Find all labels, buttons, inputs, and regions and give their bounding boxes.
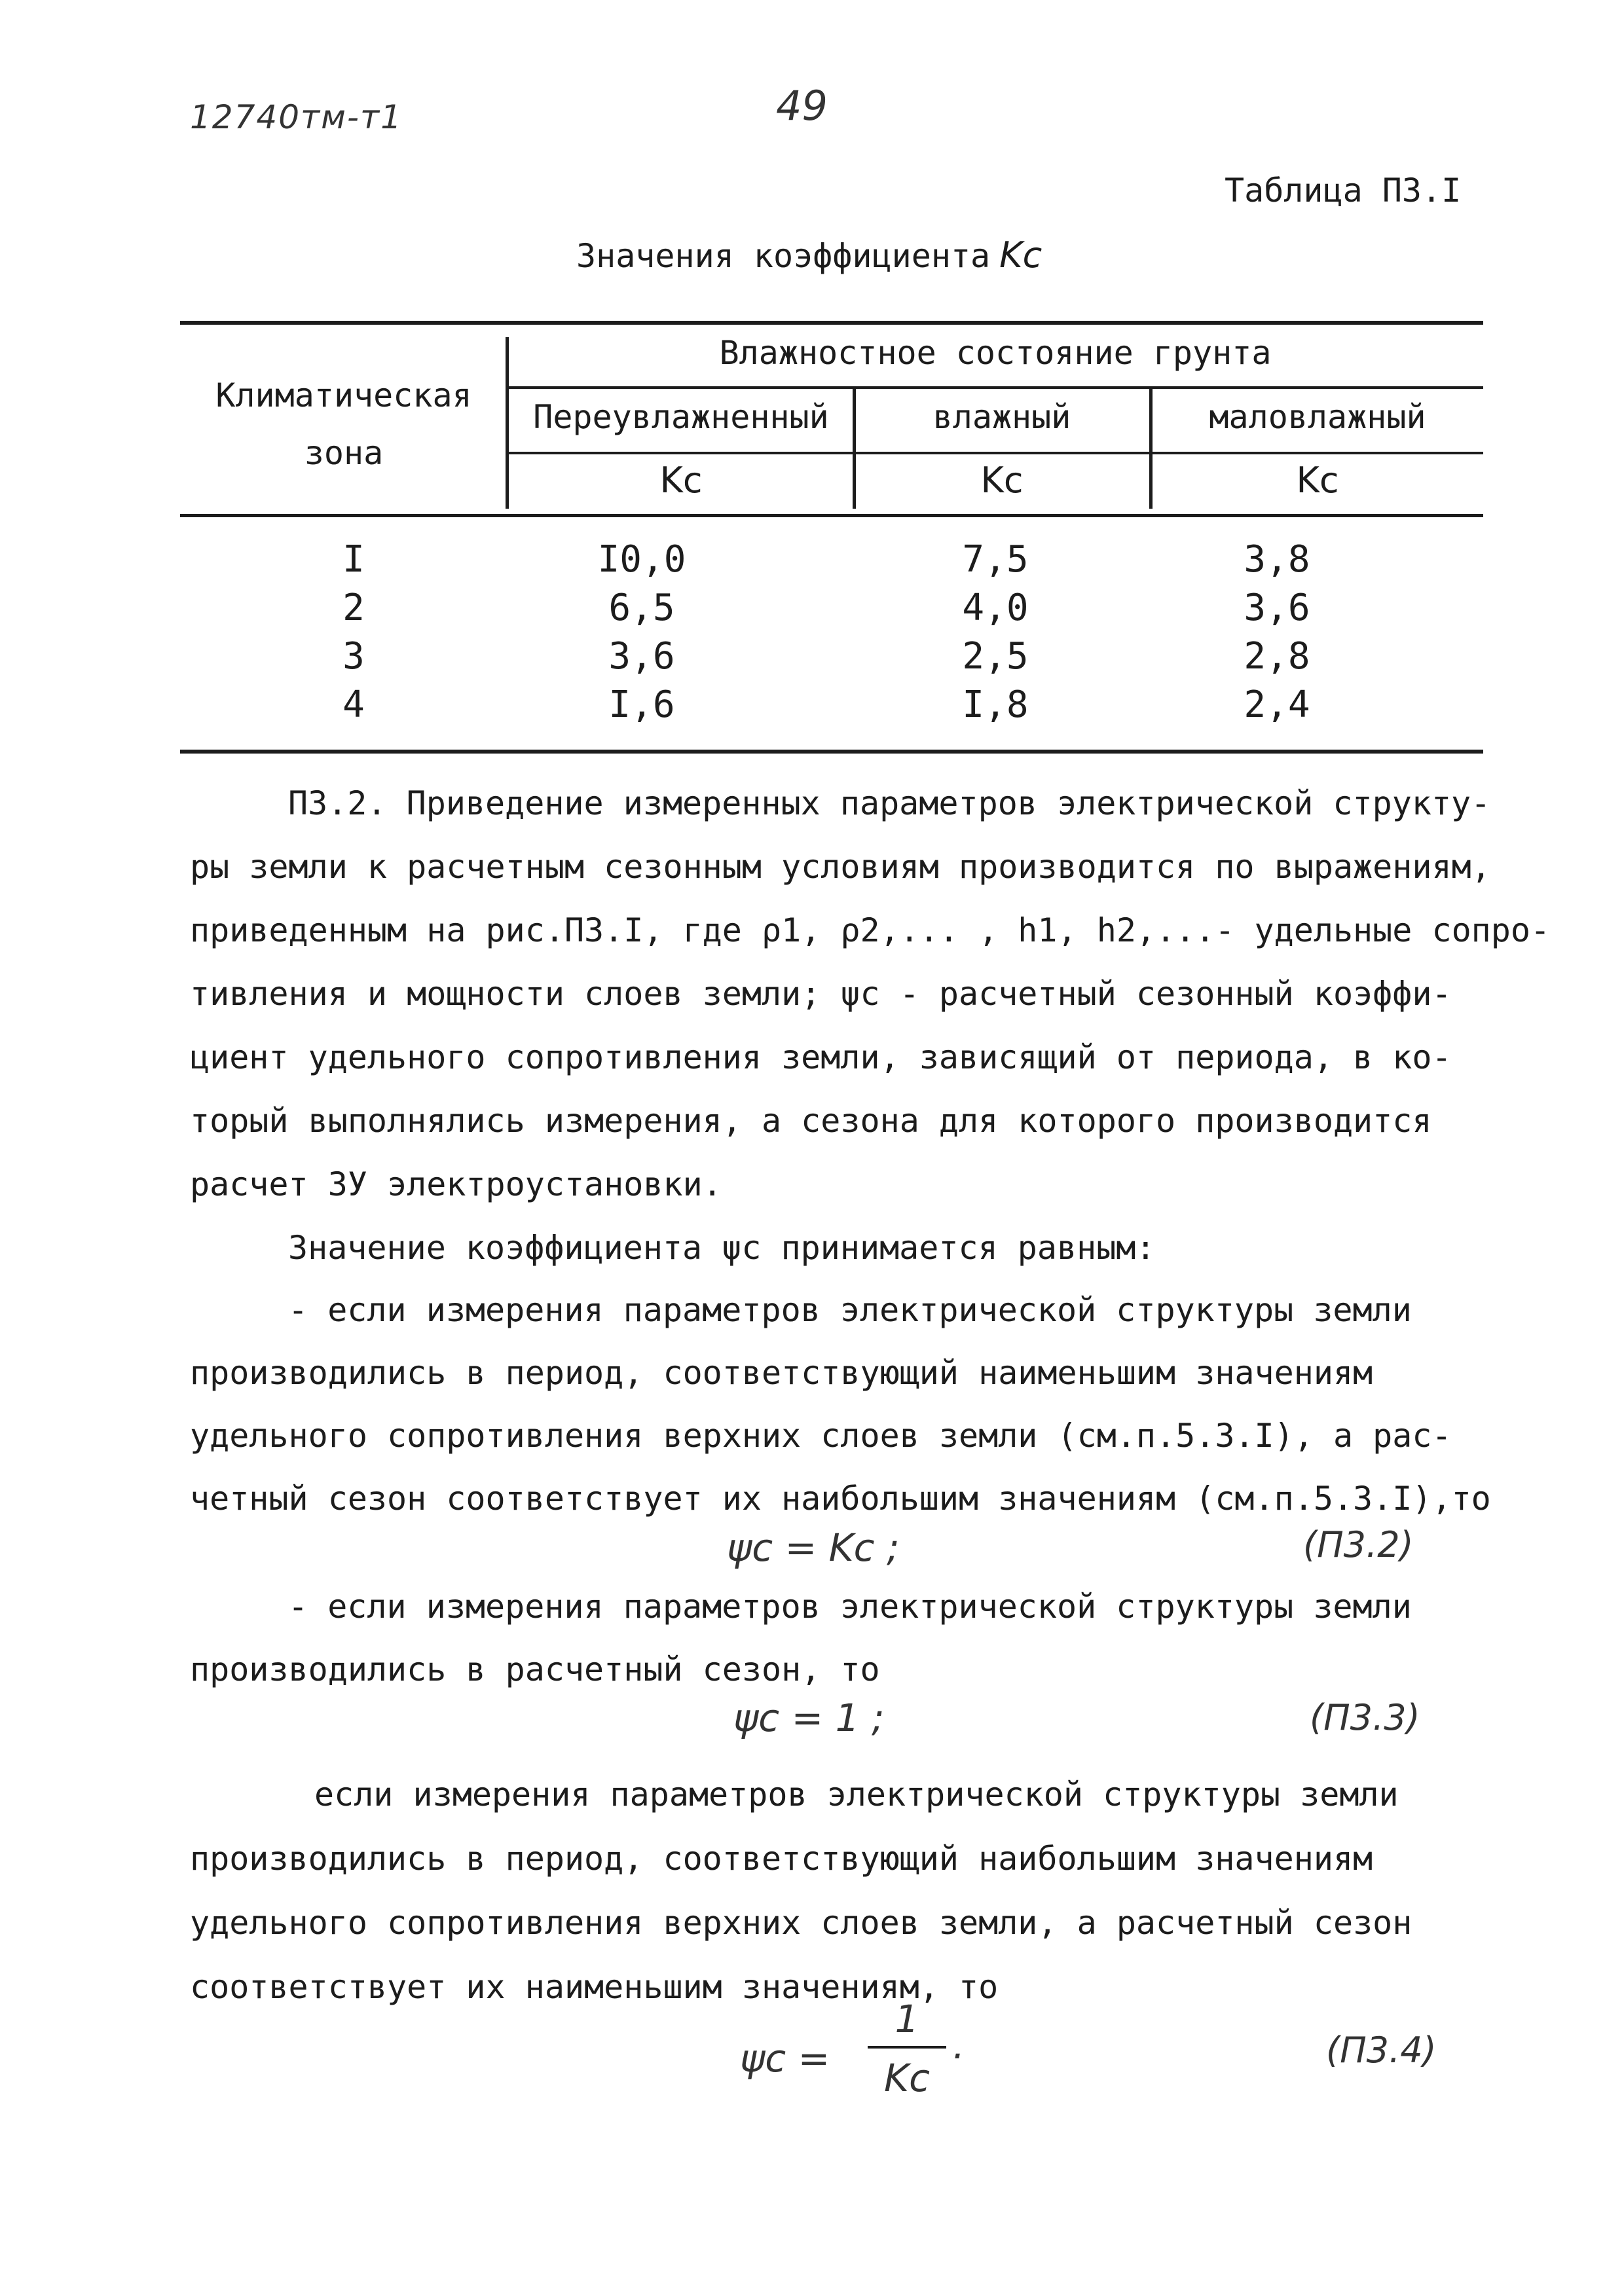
formula-p3-4-numerator: 1 <box>895 1997 919 2041</box>
formula-p3-3: ψc = 1 ; <box>733 1696 885 1740</box>
paragraph-3-line-2: производились в период, соответствующий наименьшим значениям <box>190 1354 1373 1392</box>
paragraph-5-line-1: если измерения параметров электрической структуры земли <box>314 1776 1399 1813</box>
paragraph-5-line-4: соответствует их наименьшим значениям, то <box>190 1968 999 2006</box>
formula-p3-4-end: . <box>953 2023 965 2068</box>
row-3-waterlogged: 3,6 <box>608 635 675 678</box>
table-title-symbol: Kc <box>999 234 1043 276</box>
zone-header-line-2: зона <box>304 434 384 472</box>
equation-number-p3-2: (П3.2) <box>1303 1524 1414 1565</box>
equation-number-p3-3: (П3.3) <box>1310 1697 1420 1738</box>
kc-subheader-1: Kc <box>659 460 703 501</box>
row-3-zone: 3 <box>342 635 365 678</box>
row-2-moist: 4,0 <box>962 587 1029 629</box>
paragraph-4-line-1: - если измерения параметров электрической структуры земли <box>288 1588 1412 1626</box>
paragraph-5-line-3: удельного сопротивления верхних слоев земли, а расчетный сезон <box>190 1904 1412 1942</box>
row-4-waterlogged: I,6 <box>608 683 675 726</box>
column-divider-1 <box>853 389 856 509</box>
paragraph-3-line-3: удельного сопротивления верхних слоев земли (см.п.5.3.I), а рас- <box>190 1417 1452 1455</box>
zone-column-divider <box>506 337 509 509</box>
paragraph-3-line-4: четный сезон соответствует их наибольшим значениям (см.п.5.3.I),то <box>190 1480 1491 1518</box>
row-2-zone: 2 <box>342 587 365 629</box>
column-header-waterlogged: Переувлажненный <box>533 398 829 436</box>
table-top-rule <box>180 321 1483 325</box>
paragraph-1-line-5: циент удельного сопротивления земли, зависящий от периода, в ко- <box>190 1038 1452 1076</box>
zone-header <box>190 367 498 482</box>
kc-subheader-2: Kc <box>980 460 1024 501</box>
document-code: 12740тм-т1 <box>190 98 403 136</box>
page-number: 49 <box>776 82 828 130</box>
subheader-rule <box>507 452 1483 454</box>
table-title <box>576 234 1042 276</box>
column-divider-2 <box>1149 389 1153 509</box>
column-header-low-moist: маловлажный <box>1209 398 1426 436</box>
paragraph-1-line-3: приведенным на рис.П3.I, где ρ1, ρ2,... , h1, h2,...- удельные сопро- <box>190 911 1551 949</box>
row-1-low-moist: 3,8 <box>1244 538 1310 581</box>
row-3-low-moist: 2,8 <box>1244 635 1310 678</box>
moisture-group-header: Влажностное состояние грунта <box>719 334 1272 372</box>
row-4-moist: I,8 <box>962 683 1029 726</box>
row-1-zone: I <box>342 538 365 581</box>
paragraph-1-line-6: торый выполнялись измерения, а сезона для которого производится <box>190 1102 1432 1140</box>
table-title-text: Значения коэффициента <box>576 237 991 275</box>
row-4-low-moist: 2,4 <box>1244 683 1310 726</box>
formula-p3-4-denominator: Kc <box>884 2056 930 2100</box>
paragraph-5-line-2: производились в период, соответствующий наибольшим значениям <box>190 1840 1373 1878</box>
paragraph-1-line-7: расчет ЗУ электроустановки. <box>190 1165 722 1203</box>
paragraph-2-line-1: Значение коэффициента ψc принимается равным: <box>288 1229 1156 1267</box>
paragraph-1-line-2: ры земли к расчетным сезонным условиям производится по выражениям, <box>190 848 1491 886</box>
column-header-moist: влажный <box>932 398 1071 436</box>
table-bottom-rule <box>180 750 1483 754</box>
zone-header-line-1: Климатическая <box>215 376 472 414</box>
row-2-waterlogged: 6,5 <box>608 587 675 629</box>
formula-p3-2: ψc = Kc ; <box>727 1525 900 1570</box>
paragraph-1-line-1: П3.2. Приведение измеренных параметров электрической структу- <box>288 784 1491 822</box>
formula-p3-4-lhs: ψc = <box>740 2036 830 2081</box>
row-2-low-moist: 3,6 <box>1244 587 1310 629</box>
table-label: Таблица П3.I <box>1225 172 1462 210</box>
formula-p3-4-fraction-bar <box>868 2046 946 2049</box>
header-bottom-rule <box>180 514 1483 517</box>
paragraph-3-line-1: - если измерения параметров электрической структуры земли <box>288 1291 1412 1329</box>
row-4-zone: 4 <box>342 683 365 726</box>
row-3-moist: 2,5 <box>962 635 1029 678</box>
row-1-waterlogged: I0,0 <box>597 538 686 581</box>
group-header-rule <box>507 386 1483 389</box>
row-1-moist: 7,5 <box>962 538 1029 581</box>
paragraph-4-line-2: производились в расчетный сезон, то <box>190 1650 880 1688</box>
kc-subheader-3: Kc <box>1296 460 1339 501</box>
paragraph-1-line-4: тивления и мощности слоев земли; ψc - расчетный сезонный коэффи- <box>190 975 1452 1013</box>
equation-number-p3-4: (П3.4) <box>1326 2030 1437 2071</box>
